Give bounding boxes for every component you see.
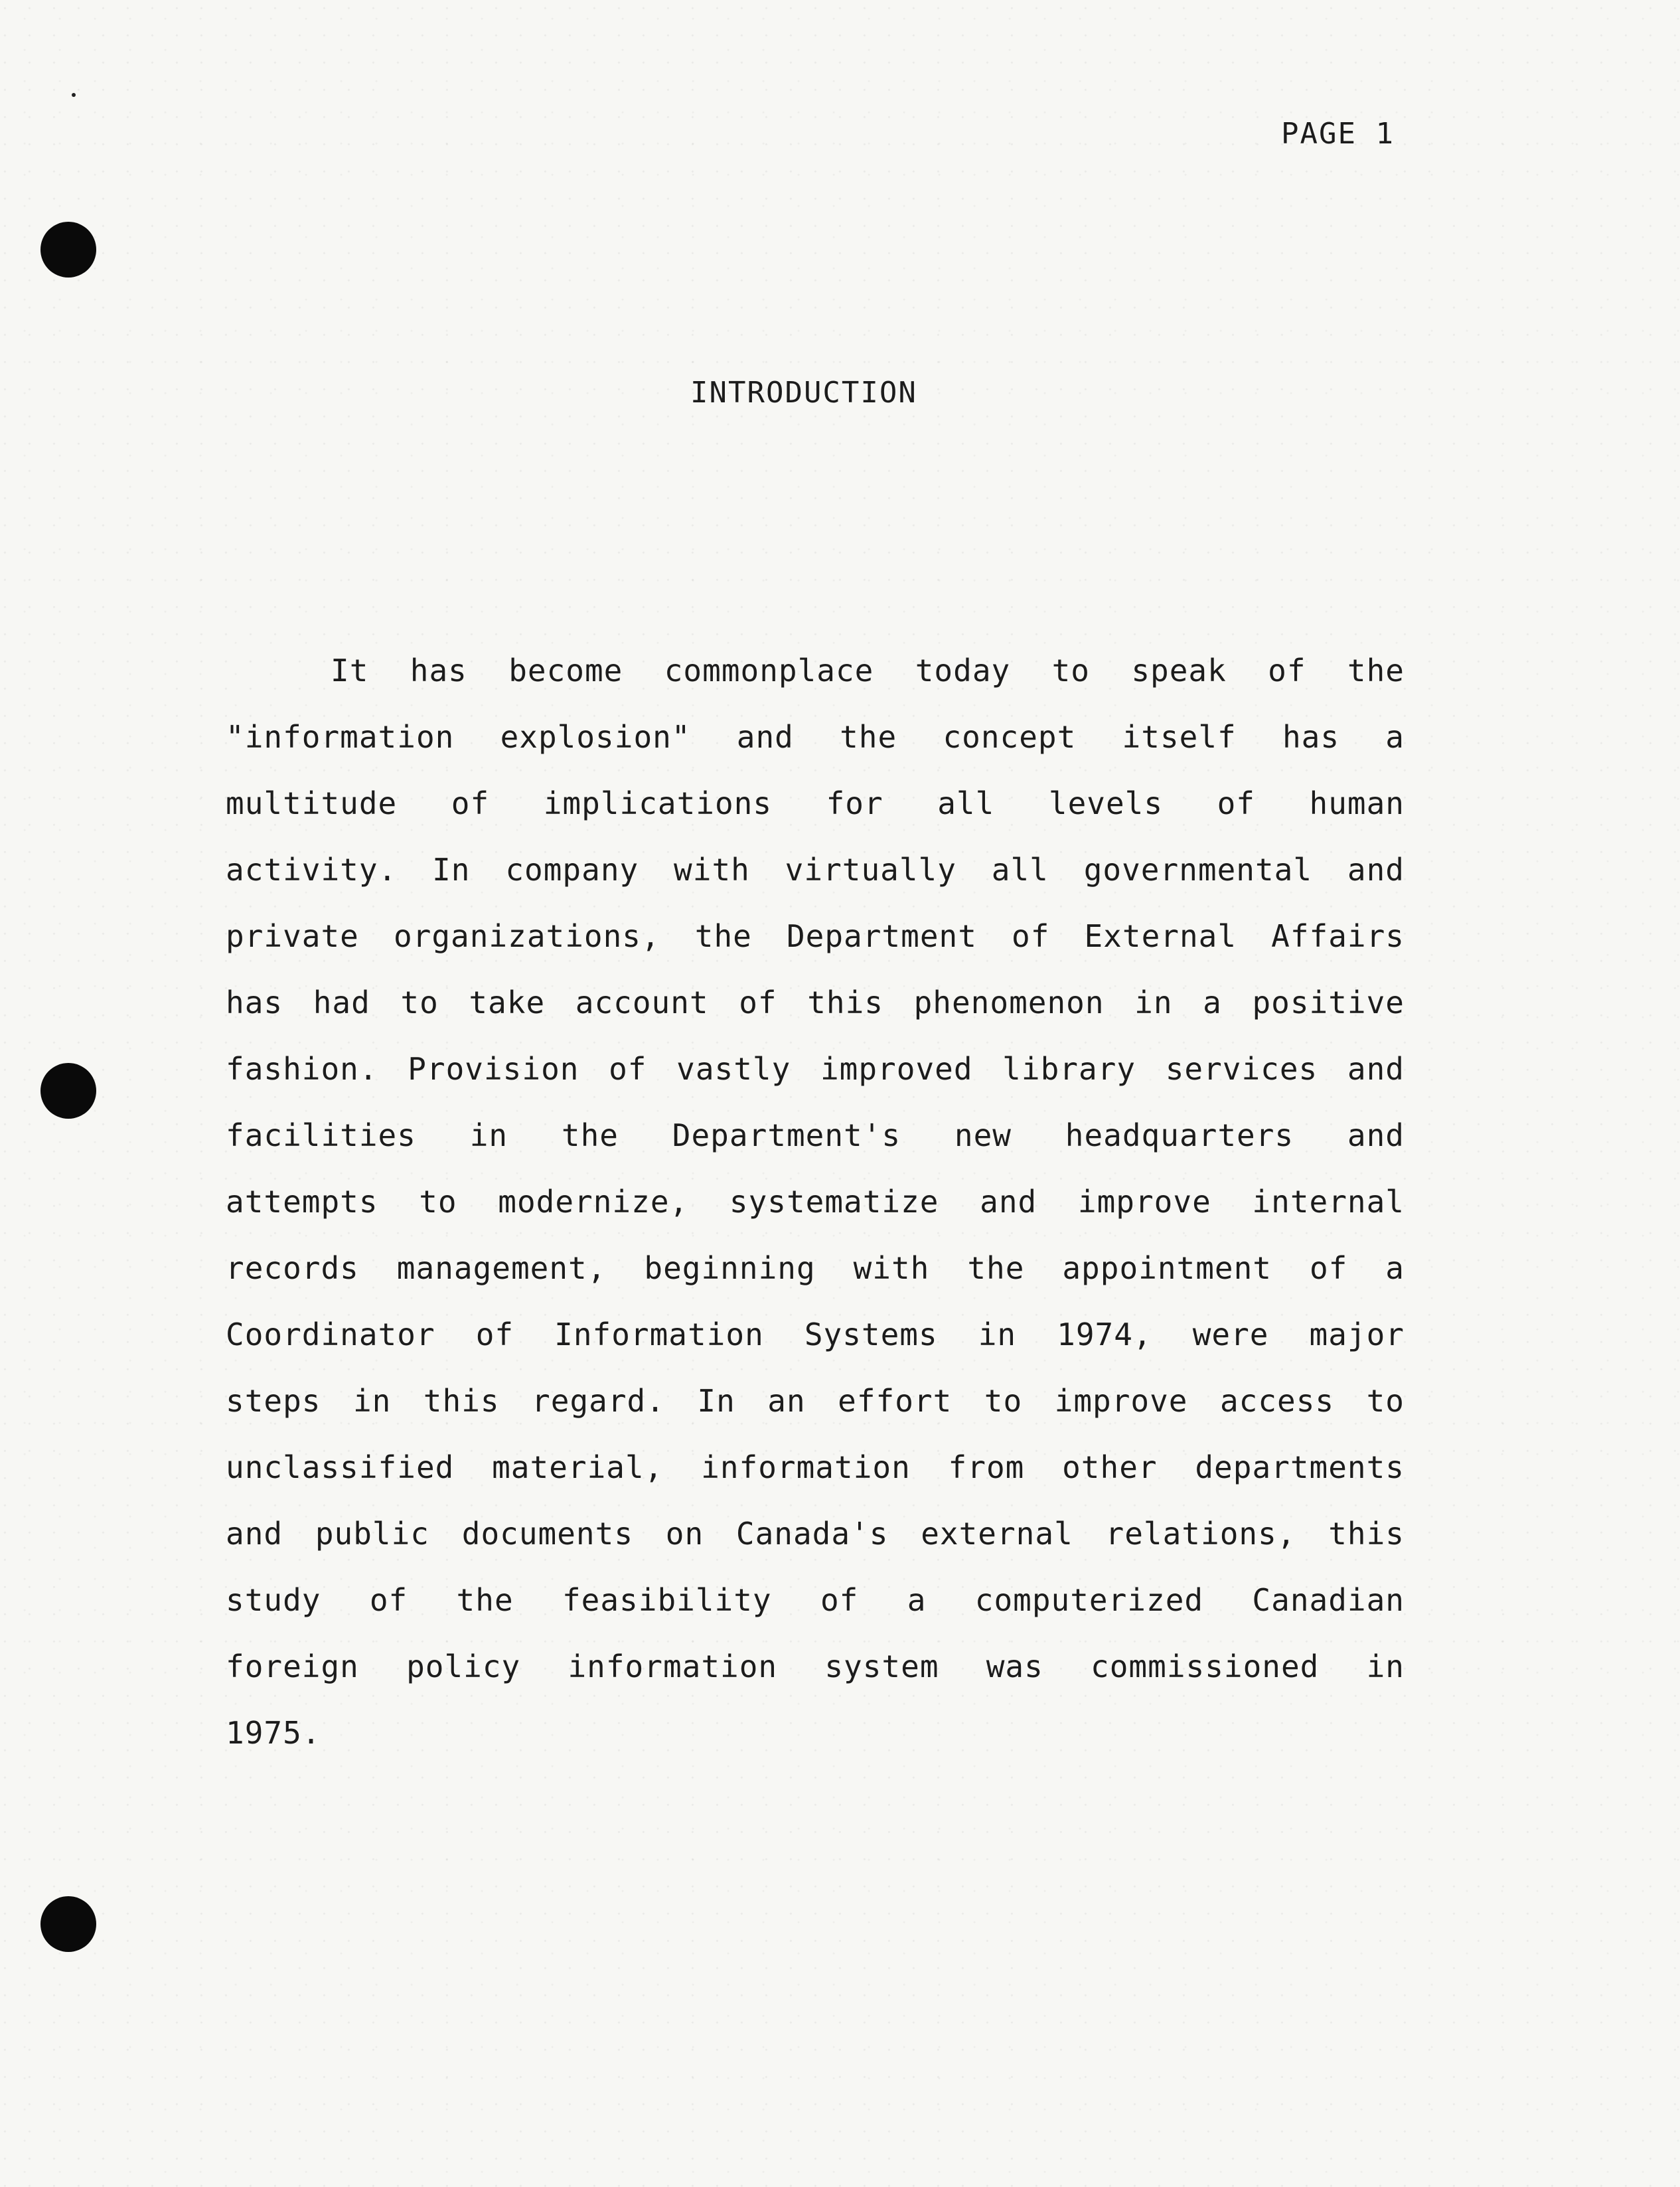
page-number: PAGE 1 <box>1281 117 1395 151</box>
section-heading: INTRODUCTION <box>690 376 917 410</box>
paragraph-line: records management, beginning with the appointment of a <box>226 1250 1405 1286</box>
paragraph-line: steps in this regard. In an effort to improve access to <box>226 1383 1405 1419</box>
paragraph-line: attempts to modernize, systematize and improve internal <box>226 1184 1405 1220</box>
paragraph-line: has had to take account of this phenomenon in a positive <box>226 985 1405 1020</box>
paragraph-line: study of the feasibility of a computerized Canadian <box>226 1582 1405 1618</box>
introduction-paragraph <box>226 637 1405 1766</box>
paragraph-line: multitude of implications for all levels of human <box>226 785 1405 821</box>
paragraph-line: It has become commonplace today to speak of the <box>331 653 1405 688</box>
punch-hole-top <box>40 222 96 278</box>
scan-speck <box>72 93 76 97</box>
paragraph-line: facilities in the Department's new headquarters and <box>226 1117 1405 1153</box>
paragraph-line: 1975. <box>226 1715 321 1751</box>
paragraph-line: private organizations, the Department of External Affairs <box>226 918 1405 954</box>
paragraph-line: unclassified material, information from other departments <box>226 1449 1405 1485</box>
paragraph-line: "information explosion" and the concept itself has a <box>226 719 1405 755</box>
paragraph-line: fashion. Provision of vastly improved library services and <box>226 1051 1405 1087</box>
punch-hole-bottom <box>40 1896 96 1952</box>
paragraph-line: Coordinator of Information Systems in 1974, were major <box>226 1317 1405 1352</box>
paragraph-line: foreign policy information system was commissioned in <box>226 1649 1405 1684</box>
punch-hole-middle <box>40 1063 96 1119</box>
paragraph-line: and public documents on Canada's external relations, this <box>226 1516 1405 1552</box>
paragraph-line: activity. In company with virtually all governmental and <box>226 852 1405 888</box>
